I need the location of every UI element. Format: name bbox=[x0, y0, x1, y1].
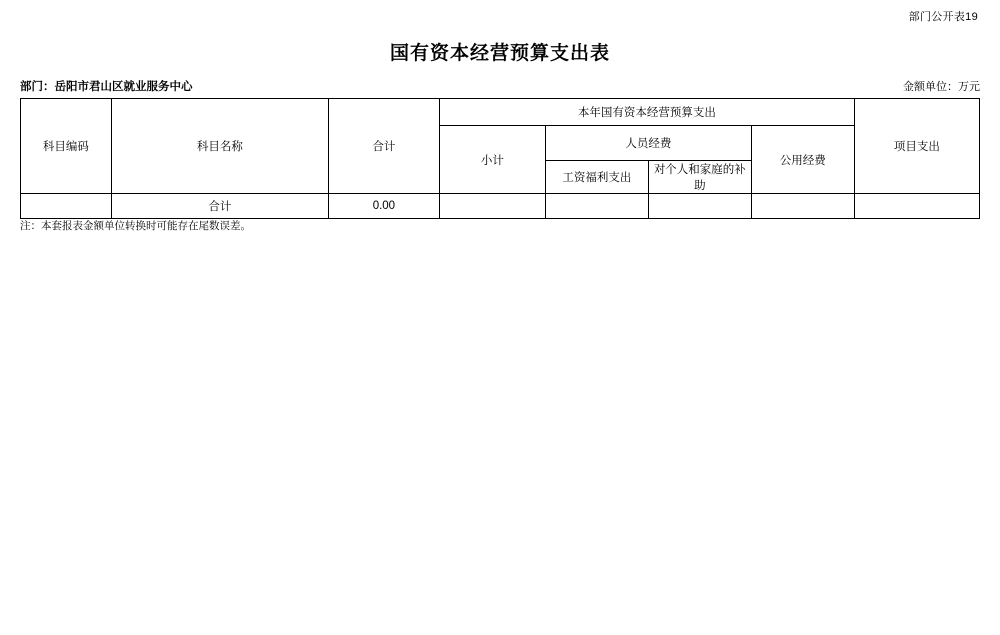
meta-row bbox=[20, 78, 980, 94]
table-header-row-1 bbox=[21, 99, 980, 126]
col-header-subject-code: 科目编码 bbox=[21, 99, 112, 194]
cell-salary-welfare bbox=[545, 194, 648, 219]
cell-subtotal bbox=[439, 194, 545, 219]
budget-table bbox=[20, 98, 980, 219]
col-header-total: 合计 bbox=[328, 99, 439, 194]
cell-project-expenditure bbox=[854, 194, 979, 219]
col-header-personnel-group: 人员经费 bbox=[545, 126, 751, 161]
col-header-current-year-group: 本年国有资本经营预算支出 bbox=[439, 99, 854, 126]
footer-note: 注：本套报表金额单位转换时可能存在尾数误差。 bbox=[20, 220, 251, 232]
department-label: 部门：岳阳市君山区就业服务中心 bbox=[20, 81, 193, 93]
col-header-subject-name: 科目名称 bbox=[111, 99, 328, 194]
col-header-individual-family-subsidy: 对个人和家庭的补助 bbox=[648, 161, 751, 194]
col-header-public-funds: 公用经费 bbox=[751, 126, 854, 194]
cell-subject-name: 合计 bbox=[111, 194, 328, 219]
form-code-label: 部门公开表19 bbox=[908, 11, 978, 23]
col-header-subtotal: 小计 bbox=[439, 126, 545, 194]
page-title: 国有资本经营预算支出表 bbox=[389, 43, 610, 64]
cell-individual-family-subsidy bbox=[648, 194, 751, 219]
col-header-project-expenditure: 项目支出 bbox=[854, 99, 979, 194]
cell-public-funds bbox=[751, 194, 854, 219]
col-header-salary-welfare: 工资福利支出 bbox=[545, 161, 648, 194]
amount-unit-label: 金额单位：万元 bbox=[903, 81, 980, 93]
cell-total: 0.00 bbox=[328, 194, 439, 219]
table-row bbox=[21, 194, 980, 219]
cell-subject-code bbox=[21, 194, 112, 219]
